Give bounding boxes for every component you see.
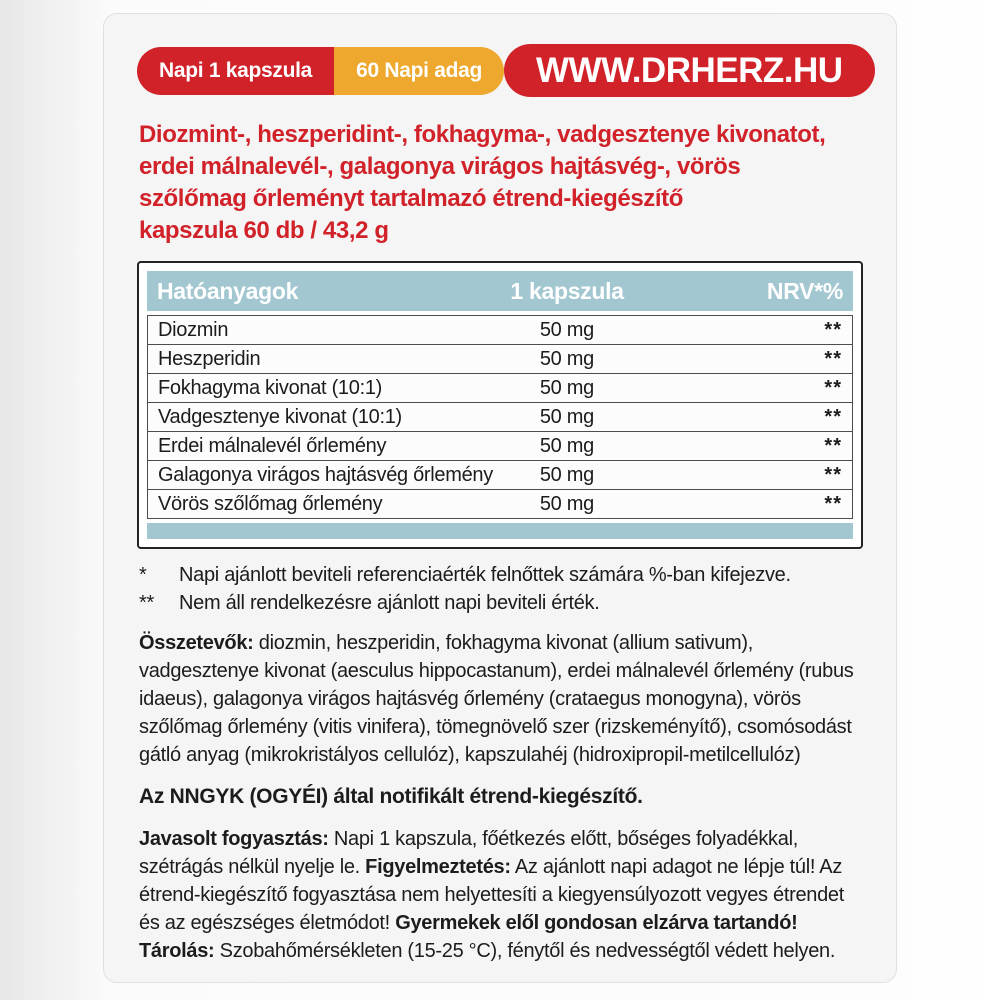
column-header-nrv: NRV*%	[766, 277, 843, 304]
ingredient-name: Fokhagyma kivonat (10:1)	[158, 376, 383, 399]
amount-per-capsule: 50 mg	[539, 463, 594, 486]
amount-per-capsule: 50 mg	[539, 405, 594, 428]
dosage-capsule-badge	[137, 47, 504, 95]
table-row	[147, 373, 853, 403]
column-header-per-capsule: 1 kapszula	[510, 277, 624, 304]
amount-per-capsule: 50 mg	[539, 376, 594, 399]
ingredients-table	[137, 261, 863, 549]
ingredient-name: Erdei málnalevél őrlemény	[158, 434, 387, 457]
text-segment: diozmin, heszperidin, fokhagyma kivonat (allium sativum), vadgesztenye kivonat (aesculus hippocastanum), erdei málnalevél őrlemény (rubus idaeus), galagonya virágos hajtásvég őrlemény (crataegus monogyna), vörös szőlőmag őrlemény (vitis vinifera), tömegnövelő szer (rizskeményítő), csomósodást gátló anyag (mikrokristályos cellulóz), kapszulahéj (hidroxipropil-metilcellulóz)	[139, 632, 854, 766]
nrv-value: **	[824, 347, 842, 370]
nrv-value: **	[824, 492, 842, 515]
table-header-row	[147, 271, 853, 311]
ingredients-paragraph	[137, 629, 863, 769]
nrv-value: **	[824, 318, 842, 341]
text-segment: Napi 1 kapszula, főétkezés előtt, bőséges folyadékkal, szétrágás nélkül nyelje le.	[139, 828, 798, 878]
table-footer-bar	[147, 523, 853, 539]
footnote-text: Nem áll rendelkezésre ajánlott napi beviteli érték.	[179, 592, 600, 614]
title-line: erdei málnalevél-, galagonya virágos hajtásvég-, vörös	[139, 153, 741, 180]
footnote-text: Napi ajánlott beviteli referenciaérték felnőttek számára %-ban kifejezve.	[179, 564, 791, 586]
product-title	[137, 119, 863, 247]
text-segment: Szobahőmérsékleten (15-25 °C), fénytől és nedvességtől védett helyen.	[214, 940, 836, 962]
bold-text-segment: Összetevők:	[139, 632, 254, 654]
table-row	[147, 431, 853, 461]
title-line: Diozmint-, heszperidint-, fokhagyma-, vadgesztenye kivonatot,	[139, 121, 826, 148]
amount-per-capsule: 50 mg	[539, 318, 594, 341]
ingredient-name: Galagonya virágos hajtásvég őrlemény	[158, 463, 493, 486]
bold-text-segment: Javasolt fogyasztás:	[139, 828, 329, 850]
label-panel	[103, 13, 897, 983]
table-row	[147, 344, 853, 374]
table-body	[147, 315, 853, 519]
ingredient-name: Vadgesztenye kivonat (10:1)	[158, 405, 402, 428]
footnote	[139, 589, 861, 617]
amount-per-capsule: 50 mg	[539, 492, 594, 515]
footnote	[139, 561, 861, 589]
bold-text-segment: Gyermekek elől gondosan elzárva tartandó!	[395, 912, 798, 934]
ingredient-name: Vörös szőlőmag őrlemény	[158, 492, 383, 515]
nrv-value: **	[824, 376, 842, 399]
ingredient-name: Diozmin	[158, 318, 229, 341]
capsule-badge-right: 60 Napi adag	[334, 47, 504, 95]
bold-text-segment: Tárolás:	[139, 940, 215, 962]
usage-paragraph	[137, 825, 863, 965]
column-header-active-ingredients: Hatóanyagok	[157, 277, 299, 304]
amount-per-capsule: 50 mg	[539, 434, 594, 457]
nrv-value: **	[824, 463, 842, 486]
table-row	[147, 402, 853, 432]
table-row	[147, 489, 853, 519]
footnote-marker: *	[139, 564, 147, 586]
title-line: szőlőmag őrleményt tartalmazó étrend-kiegészítő	[139, 185, 684, 212]
ingredient-name: Heszperidin	[158, 347, 261, 370]
table-row	[147, 315, 853, 345]
capsule-badge-left: Napi 1 kapszula	[137, 47, 334, 95]
text-segment: Az ajánlott napi adagot ne lépje túl! Az étrend-kiegészítő fogyasztása nem helyettesíti a kiegyensúlyozott vegyes étrendet és az egészséges életmódot!	[139, 856, 844, 934]
nrv-value: **	[824, 434, 842, 457]
footnote-marker: **	[139, 592, 154, 614]
badge-row	[137, 44, 863, 97]
bold-text-segment: Figyelmeztetés:	[365, 856, 511, 878]
title-line: kapszula 60 db / 43,2 g	[139, 217, 389, 244]
website-badge: WWW.DRHERZ.HU	[504, 44, 875, 97]
amount-per-capsule: 50 mg	[539, 347, 594, 370]
nrv-value: **	[824, 405, 842, 428]
notification-statement: Az NNGYK (OGYÉI) által notifikált étrend-kiegészítő.	[139, 785, 643, 808]
footnotes	[137, 561, 863, 617]
table-row	[147, 460, 853, 490]
